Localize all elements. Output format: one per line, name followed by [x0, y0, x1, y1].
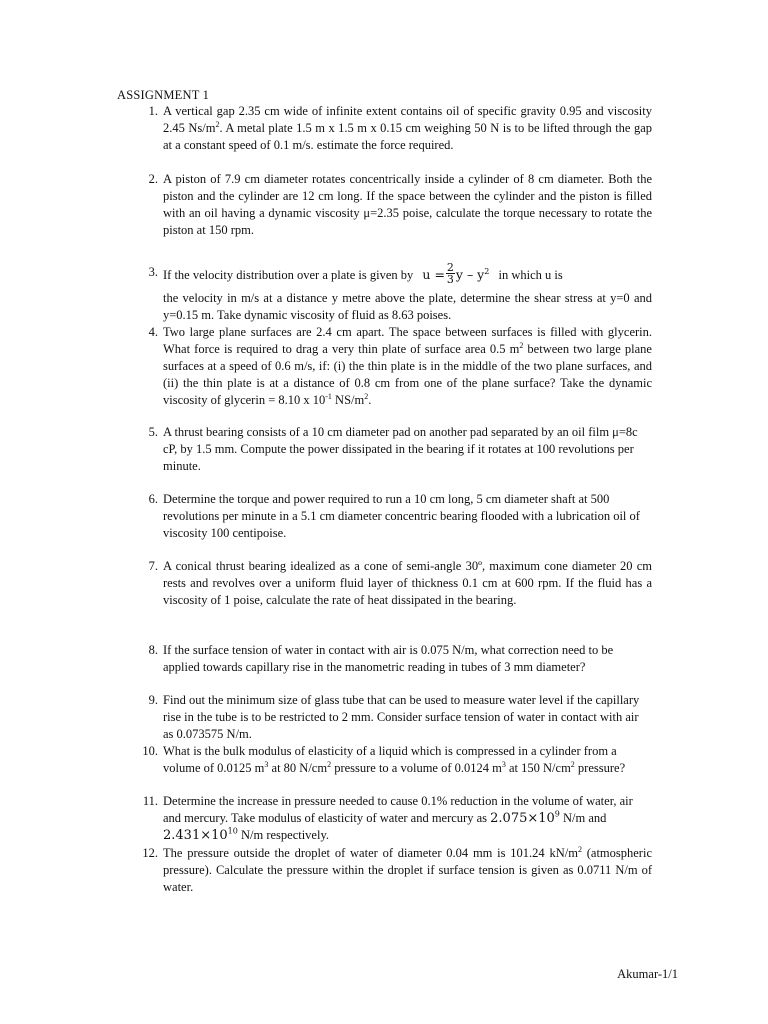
- question-number: 7.: [148, 559, 158, 573]
- question-number: 2.: [148, 172, 158, 186]
- question-text: A vertical gap 2.35 cm wide of infinite extent contains oil of specific gravity 0.95 and viscosity 2.45 $Ns/m^2$. A metal plate 1.5 m x 1.5 m x 0.15 cm weighing 50 N is to be lifted through the gap at a constant speed of 0.1 m/s. estimate the force required.: [163, 104, 652, 152]
- modulus-water: $2.075\times 10^9$: [490, 809, 560, 826]
- question-number: 9.: [148, 693, 158, 707]
- velocity-equation: u = $\frac{2}{3}$ y – $y^2$: [422, 261, 490, 286]
- assignment-title: ASSIGNMENT 1: [117, 88, 210, 102]
- question-number: 6.: [148, 492, 158, 506]
- question-text-line2: the velocity in m/s at a distance y metre above the plate, determine the shear stress at y=0 and y=0.15 m. Take dynamic viscosity of fluid as 8.63 poises.: [163, 291, 652, 322]
- question-text: A thrust bearing consists of a 10 cm diameter pad on another pad separated by an oil film μ=8c cP, by 1.5 mm. Compute the power dissipated in the bearing if it rotates at 100 revolutions per minute.: [163, 425, 638, 473]
- question-number: 11.: [142, 794, 158, 808]
- question-number: 4.: [148, 325, 158, 339]
- question-number: 5.: [148, 425, 158, 439]
- question-number: 3.: [148, 265, 158, 279]
- question-text: Determine the torque and power required to run a 10 cm long, 5 cm diameter shaft at 500 revolutions per minute in a 5.1 cm diameter concentric bearing flooded with a lubrication oil of viscosity 100 centipoise.: [163, 492, 644, 540]
- question-number: 1.: [148, 104, 158, 118]
- question-text: Determine the increase in pressure needed to cause 0.1% reduction in the volume of water, air and mercury. Take modulus of elasticity of water and mercury as $2.075\times 10^9$ N/m and $2.431\times 10^{10}$ N/m respectively.: [163, 794, 633, 843]
- question-number: 10.: [142, 744, 158, 758]
- page-footer: Akumar-1/1: [617, 967, 678, 981]
- question-text: What is the bulk modulus of elasticity of a liquid which is compressed in a cylinder from a volume of 0.0125 $m^3$ at 80 $N/cm^2$ pressure to a volume of 0.0124 $m^3$ at 150 $N/cm^2$ pressure?: [163, 744, 626, 775]
- question-text: If the surface tension of water in contact with air is 0.075 N/m, what correction need to be applied towards capillary rise in the manometric reading in tubes of 3 mm diameter?: [163, 643, 614, 674]
- question-text: The pressure outside the droplet of water of diameter 0.04 mm is 101.24 $kN/m^2$ (atmospheric pressure). Calculate the pressure within the droplet if surface tension is given as 0.0711 N/m of water.: [163, 844, 652, 894]
- question-number: 8.: [148, 643, 158, 657]
- question-number: 12.: [142, 846, 158, 860]
- question-text: A conical thrust bearing idealized as a cone of semi-angle 30º, maximum cone diameter 20 cm rests and revolves over a uniform fluid layer of thickness 0.1 cm at 600 rpm. If the fluid has a viscosity of 1 poise, calculate the rate of heat dissipated in the bearing.: [163, 559, 652, 607]
- question-text: A piston of 7.9 cm diameter rotates concentrically inside a cylinder of 8 cm diameter. Both the piston and the cylinder are 12 cm long. If the space between the cylinder and the piston is filled with an oil having a dynamic viscosity μ=2.35 poise, calculate the torque necessary to rotate the piston at 150 rpm.: [163, 172, 652, 237]
- question-text: Two large plane surfaces are 2.4 cm apart. The space between surfaces is filled with glycerin. What force is required to drag a very thin plate of surface area 0.5 $m^2$ between two large plane surfaces at a speed of 0.6 m/s, if: (i) the thin plate is in the middle of the two plane surfaces, and (ii) the thin plate is at a distance of 0.8 cm from one of the plane surface? Take the dynamic viscosity of glycerin = 8.10 x $10^{-1}$ $NS/m^2$.: [163, 325, 652, 407]
- question-text-line1: If the velocity distribution over a plate is given by u = $\frac{2}{3}$ y – $y^2$ in which u is: [163, 261, 563, 286]
- modulus-mercury: $2.431\times 10^{10}$: [163, 826, 238, 843]
- question-text: Find out the minimum size of glass tube that can be used to measure water level if the capillary rise in the tube is to be restricted to 2 mm. Consider surface tension of water in contact with air as 0.073575 N/m.: [163, 693, 640, 741]
